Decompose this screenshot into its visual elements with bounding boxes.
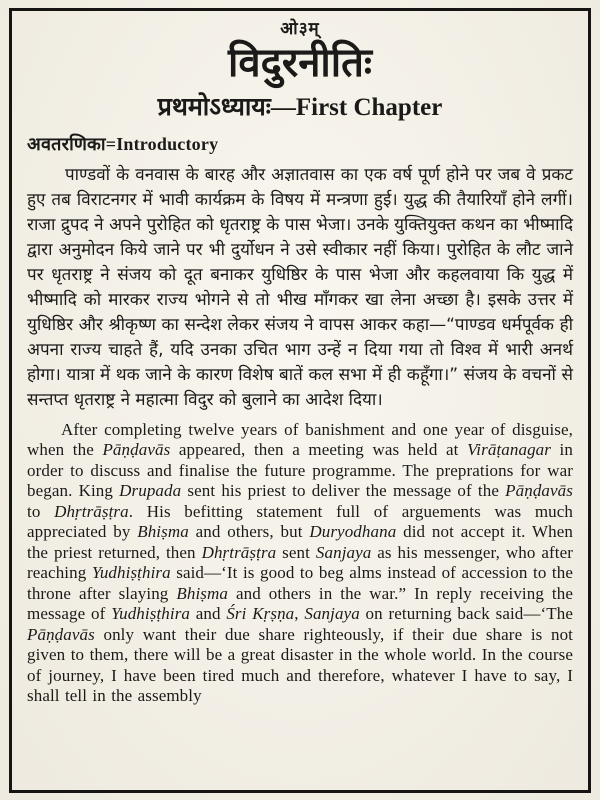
section-heading-introductory: अवतरणिका=Introductory — [27, 134, 219, 154]
hindi-summary-paragraph: पाण्डवों के वनवास के बारह और अज्ञातवास का एक वर्ष पूर्ण होने पर जब वे प्रकट हुए तब विराटनगर में भावी कार्यक्रम के विषय में मन्त्रणा हुई। युद्ध की तैयारियाँ होने लगीं। राजा द्रुपद ने अपने पुरोहित को धृतराष्ट्र के पास भेजा। उनके युक्तियुक्त कथन का भीष्मादि द्वारा अनुमोदन किये जाने पर भी दुर्योधन ने उसे स्वीकार नहीं किया। पुरोहित के लौट जाने पर धृतराष्ट्र ने संजय को दूत बनाकर युधिष्ठिर के पास भेजा और कहलवाया कि युद्ध में भीष्मादि को मारकर राज्य भोगने से तो भीख माँगकर खा लेना अच्छा है। इसके उत्तर में युधिष्ठिर और श्रीकृष्ण का सन्देश लेकर संजय ने वापस आकर कहा—“पाण्डव धर्मपूर्वक ही अपना राज्य चाहते हैं, यदि उनका उचित भाग उन्हें न दिया गया तो विश्व में भारी अनर्थ होगा। यात्रा में थक जाने के कारण विशेष बातें कल सभा में ही कहूँगा।” संजय के वचनों से सन्तप्त धृतराष्ट्र ने महात्मा विदुर को बुलाने का आदेश दिया। — [27, 165, 573, 410]
invocation-om: ओ३म् — [280, 19, 320, 39]
chapter-heading: प्रथमोऽध्यायः—First Chapter — [157, 94, 443, 121]
book-title: विदुरनीतिः — [228, 40, 372, 86]
page-border-frame — [9, 8, 591, 793]
english-translation-paragraph: After completing twelve years of banishment and one year of disguise, when the Pāṇḍavās appeared, then a meeting was held at Virāṭanagar in order to discuss and finalise the future programme. The preprations for war began. King Drupada sent his priest to deliver the message of the Pāṇḍavās to Dhṛtrāṣṭra. His befitting statement full of arguements was much appreciated by Bhiṣma and others, but Duryodhana did not accept it. When the priest returned, then Dhṛtrāṣṭra sent Sanjaya as his messenger, who after reaching Yudhiṣṭhira said—‘It is good to beg alms instead of accession to the throne after slaying Bhiṣma and others in the war.” In reply receiving the message of Yudhiṣṭhira and Śri Kṛṣṇa, Sanjaya on returning back said—‘The Pāṇḍavās only want their due share righteously, if their due share is not given to them, there will be a great disaster in the whole world. In the course of journey, I have been tired much and therefore, whatever I have to say, I shall tell in the assembly — [27, 419, 573, 706]
